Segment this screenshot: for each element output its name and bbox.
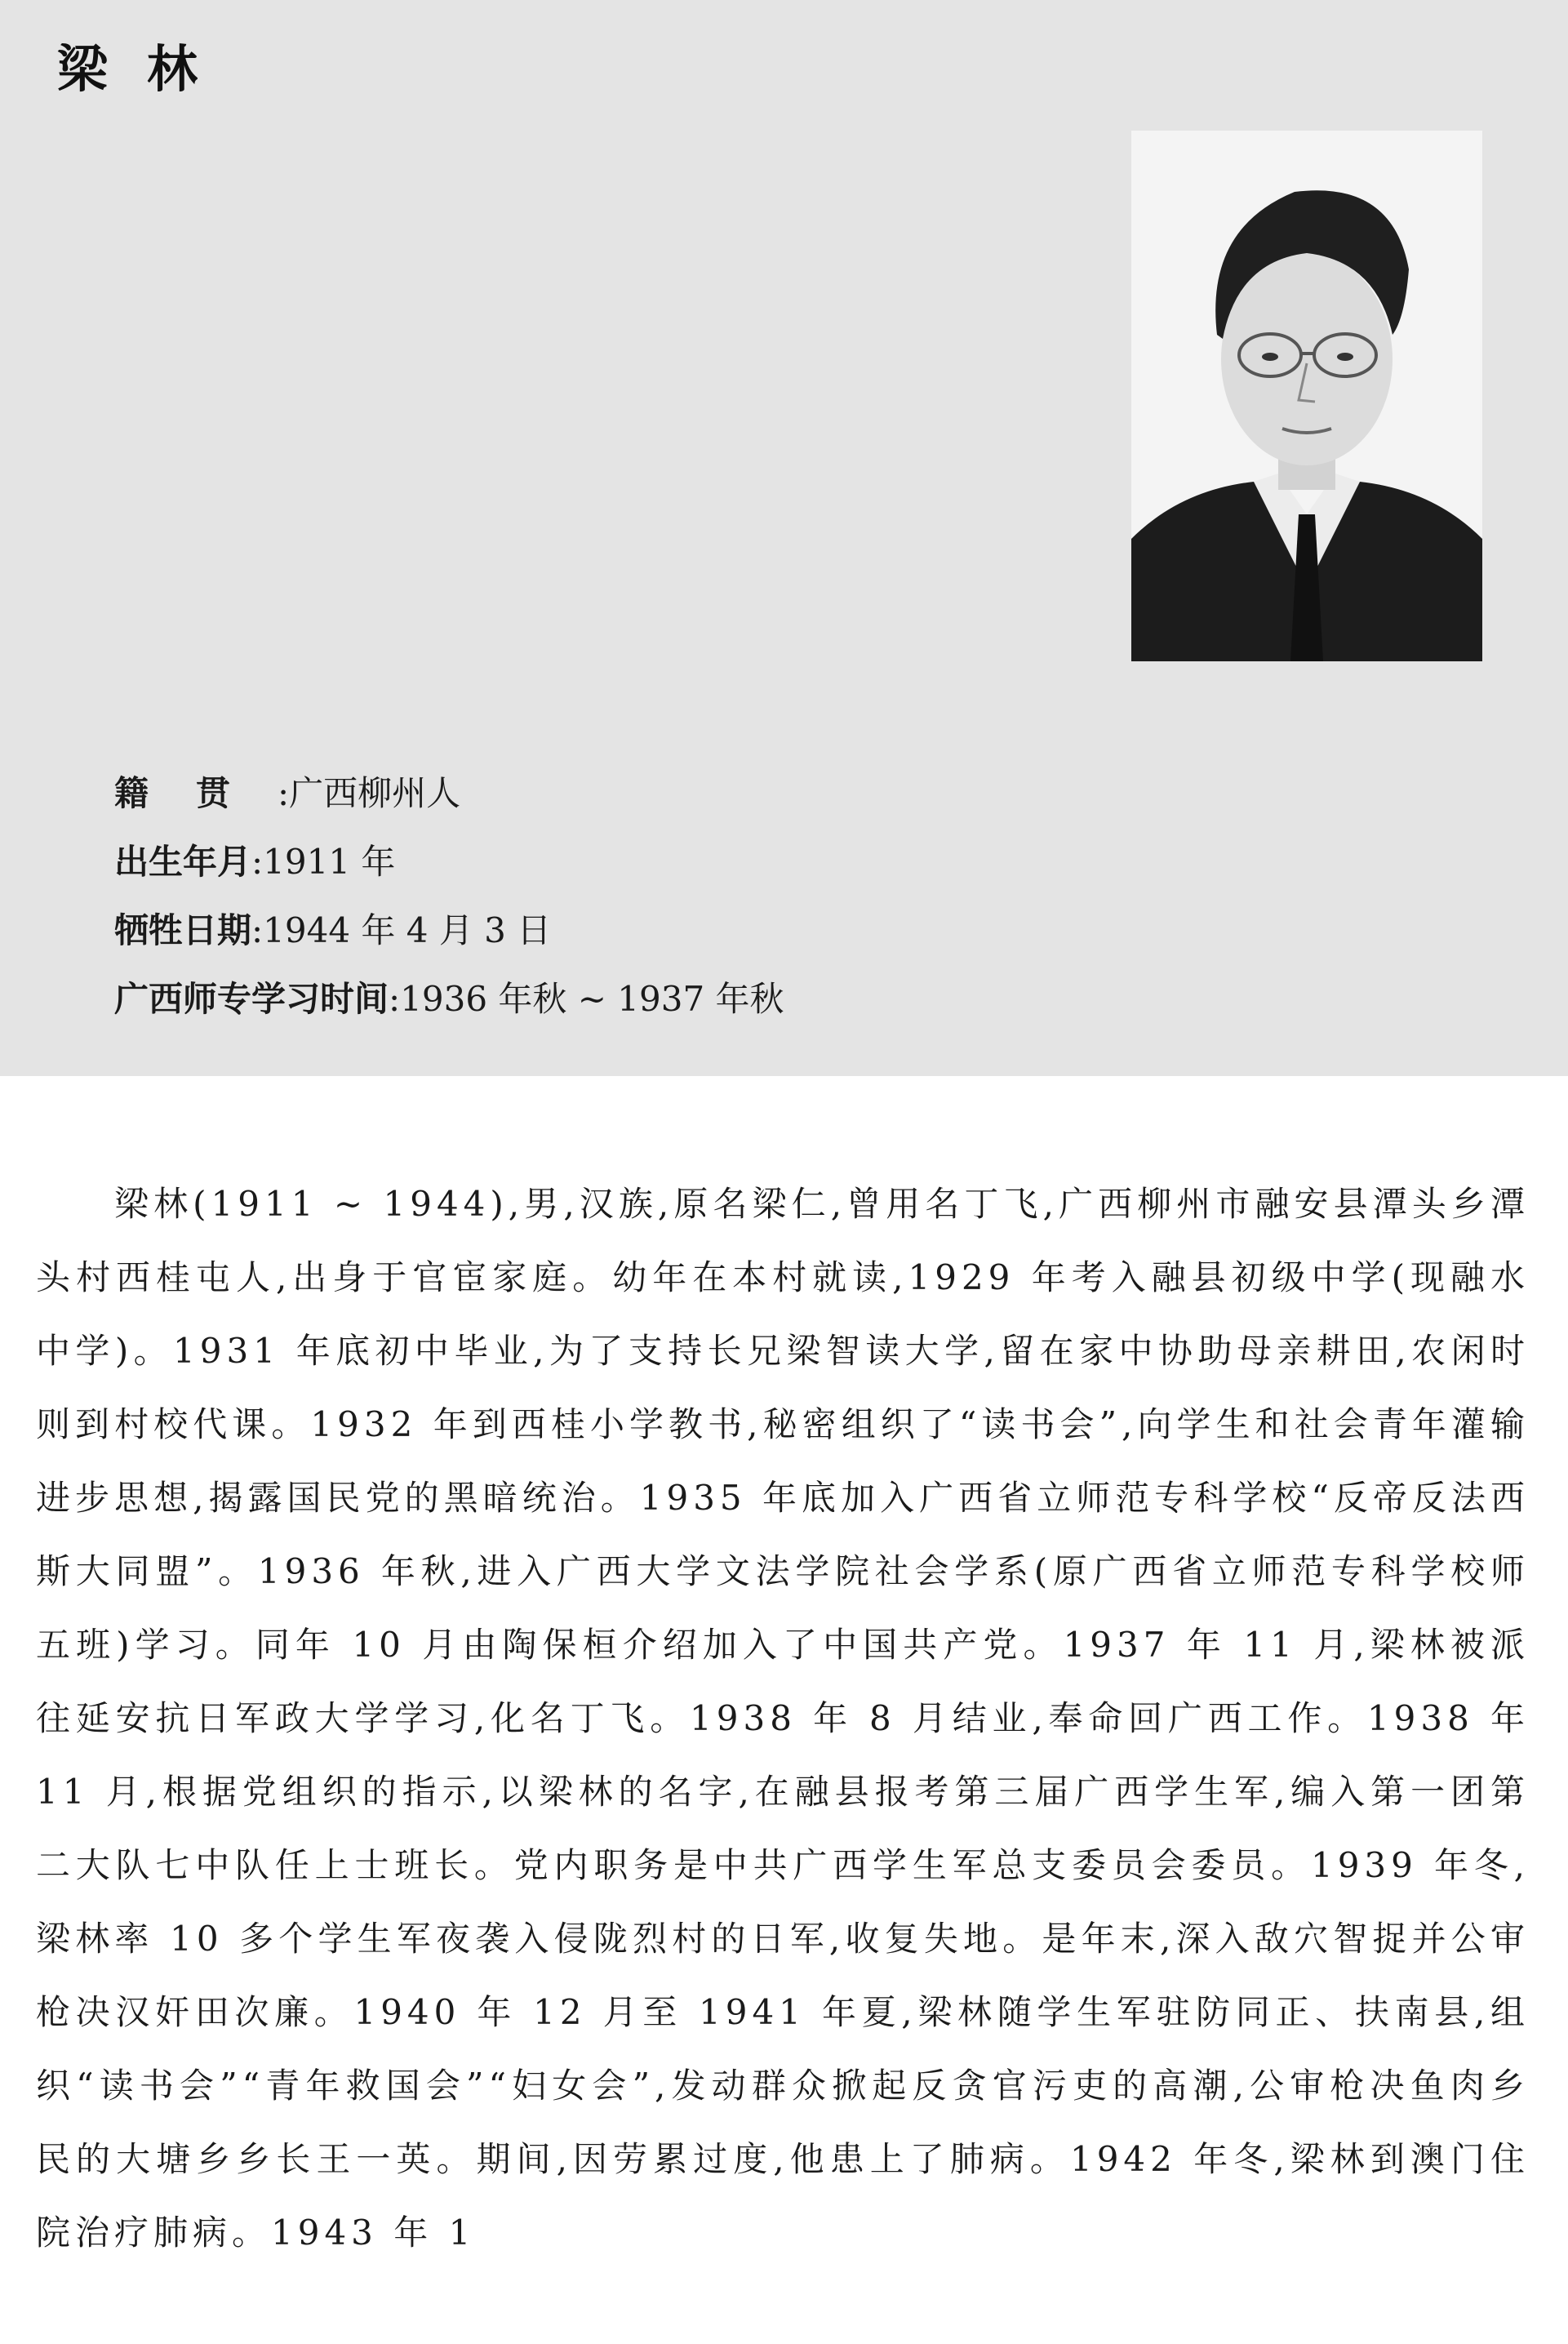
info-row-birth-date bbox=[114, 828, 1094, 896]
info-row-study-period bbox=[114, 965, 1094, 1034]
info-value: :1936 年秋 ~ 1937 年秋 bbox=[389, 979, 784, 1019]
info-row-death-date bbox=[114, 896, 1094, 965]
info-label: 牺牲日期 bbox=[114, 910, 252, 950]
info-row-native-place bbox=[114, 759, 1094, 828]
page-title: 梁林 bbox=[57, 39, 238, 99]
info-block bbox=[114, 759, 1094, 1034]
info-label: 广西师专学习时间 bbox=[114, 979, 389, 1019]
info-value: :广西柳州人 bbox=[278, 773, 461, 813]
info-value: :1944 年 4 月 3 日 bbox=[251, 910, 552, 950]
info-value: :1911 年 bbox=[251, 842, 396, 882]
biography-paragraph: 梁林(1911 ~ 1944),男,汉族,原名梁仁,曾用名丁飞,广西柳州市融安县潭头乡潭头村西桂屯人,出身于官宦家庭。幼年在本村就读,1929 年考入融县初级中学(现融水中学)。1931 年底初中毕业,为了支持长兄梁智读大学,留在家中协助母亲耕田,农闲时则到村校代课。1932 年到西桂小学教书,秘密组织了“读书会”,向学生和社会青年灌输进步思想,揭露国民党的黑暗统治。1935 年底加入广西省立师范专科学校“反帝反法西斯大同盟”。1936 年秋,进入广西大学文法学院社会学系(原广西省立师范专科学校师五班)学习。同年 10 月由陶保桓介绍加入了中国共产党。1937 年 11 月,梁林被派往延安抗日军政大学学习,化名丁飞。1938 年 8 月结业,奉命回广西工作。1938 年 11 月,根据党组织的指示,以梁林的名字,在融县报考第三届广西学生军,编入第一团第二大队七中队任上士班长。党内职务是中共广西学生军总支委员会委员。1939 年冬,梁林率 10 多个学生军夜袭入侵陇烈村的日军,收复失地。是年末,深入敌穴智捉并公审枪决汉奸田次廉。1940 年 12 月至 1941 年夏,梁林随学生军驻防同正、扶南县,组织“读书会”“青年救国会”“妇女会”,发动群众掀起反贪官污吏的高潮,公审枪决鱼肉乡民的大塘乡乡长王一英。期间,因劳累过度,他患上了肺病。1942 年冬,梁林到澳门住院治疗肺病。1943 年 1 bbox=[36, 1184, 1530, 2253]
info-label: 籍贯 bbox=[114, 773, 278, 813]
portrait-photo-icon bbox=[1131, 131, 1482, 661]
portrait-photo bbox=[1131, 131, 1482, 661]
info-label: 出生年月 bbox=[114, 842, 252, 882]
